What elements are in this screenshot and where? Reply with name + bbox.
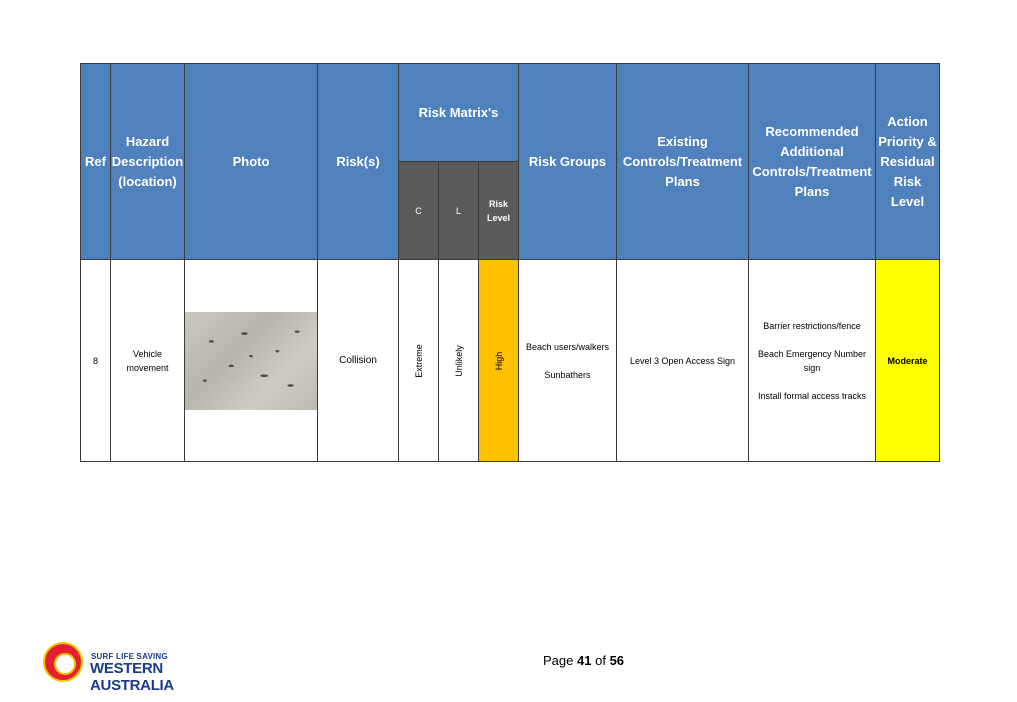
recommended-item: Install formal access tracks: [758, 390, 867, 401]
cell-recommended-controls: [749, 260, 876, 462]
header-risks: Risk(s): [318, 64, 399, 260]
header-hazard: Hazard Description (location): [111, 64, 185, 260]
risk-level-text: High: [493, 351, 504, 370]
cell-risk-level: [479, 260, 519, 462]
header-likelihood: L: [439, 162, 479, 260]
cell-hazard: Vehicle movement: [111, 260, 185, 462]
header-risk-groups: Risk Groups: [519, 64, 617, 260]
cell-consequence: [399, 260, 439, 462]
header-risk-matrix: Risk Matrix's: [399, 64, 519, 162]
header-ref: Ref: [81, 64, 111, 260]
page-number: [543, 653, 624, 668]
header-consequence: C: [399, 162, 439, 260]
cell-risk-groups: [519, 260, 617, 462]
surf-life-saving-logo: [43, 642, 223, 694]
header-existing-controls: Existing Controls/Treatment Plans: [617, 64, 749, 260]
risk-group-item: Beach users/walkers: [525, 341, 610, 352]
table-row: [81, 260, 940, 462]
logo-emblem-icon: [43, 642, 83, 682]
cell-existing-controls: Level 3 Open Access Sign: [617, 260, 749, 462]
header-risk-level: Risk Level: [479, 162, 519, 260]
cell-ref: 8: [81, 260, 111, 462]
page-total: 56: [609, 653, 625, 668]
likelihood-text: Unlikely: [453, 344, 464, 377]
header-recommended-controls: Recommended Additional Controls/Treatment Plans: [749, 64, 876, 260]
cell-risk: Collision: [318, 260, 399, 462]
page-of: of: [595, 653, 606, 668]
cell-likelihood: [439, 260, 479, 462]
recommended-item: Beach Emergency Number sign: [757, 348, 867, 373]
cell-photo: [185, 260, 318, 462]
consequence-text: Extreme: [413, 343, 424, 378]
logo-text-bottom: WESTERN AUSTRALIA: [90, 660, 174, 694]
hazard-photo: [185, 312, 317, 410]
header-action-priority: Action Priority & Residual Risk Level: [876, 64, 940, 260]
page-label: Page: [543, 653, 574, 668]
header-photo: Photo: [185, 64, 318, 260]
logo-text-top: SURF LIFE SAVING: [91, 652, 168, 661]
cell-action-priority: Moderate: [876, 260, 940, 462]
recommended-item: Barrier restrictions/fence: [763, 320, 861, 331]
risk-group-item: Sunbathers: [544, 369, 591, 380]
page-current: 41: [577, 653, 592, 668]
risk-assessment-table: [80, 63, 940, 462]
